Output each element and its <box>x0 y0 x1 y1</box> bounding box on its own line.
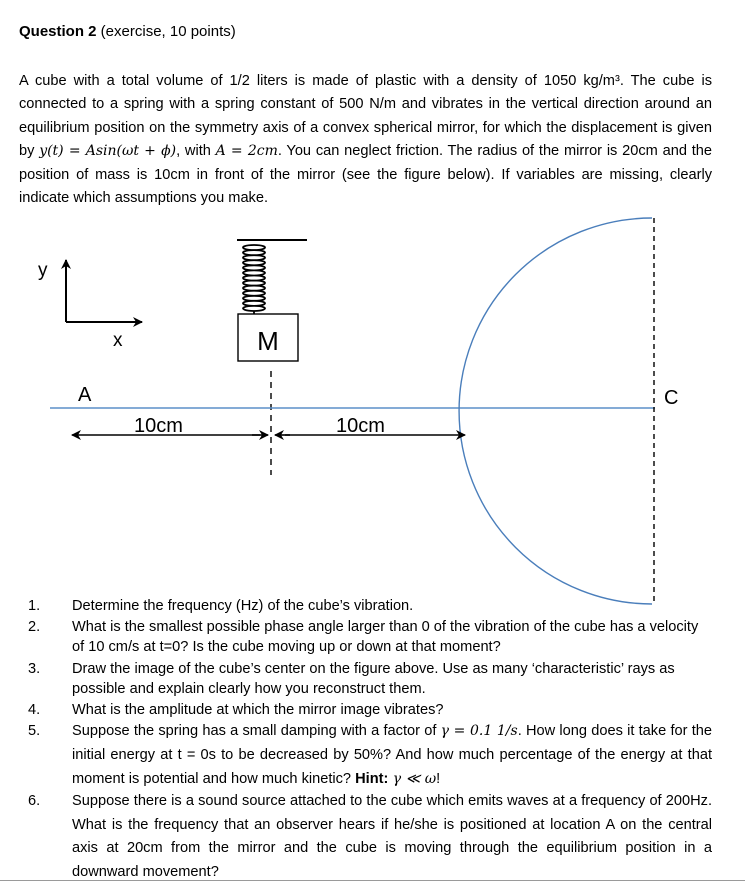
q5-text-c: ! <box>436 771 441 787</box>
question-text-5 <box>72 719 712 791</box>
q5-text-a: Suppose the spring has a small damping with a factor of <box>72 723 441 739</box>
spring <box>237 240 307 314</box>
question-number-1: 1. <box>28 598 41 614</box>
amplitude-equation: A = 2cm <box>215 143 278 160</box>
displacement-equation: y(t) = Asin(ωt + ϕ) <box>39 143 177 160</box>
problem-statement <box>19 70 712 210</box>
damping-equation: γ = 0.1 1/s <box>440 723 518 739</box>
mass-block <box>238 314 298 361</box>
y-axis-label: y <box>38 260 48 281</box>
question-number-2: 2. <box>28 619 41 635</box>
question-heading <box>19 22 236 42</box>
question-number: Question 2 <box>19 23 97 40</box>
dim-right-label: 10cm <box>336 415 385 437</box>
point-c-label: C <box>664 387 679 409</box>
question-number-6: 6. <box>28 793 41 809</box>
question-number-5: 5. <box>28 723 41 739</box>
q5-text-b: . How long does it take for the initial energy at t = 0s to be decreased by 50%? And how much percentage of the energy at that moment is potential and how much kinetic? <box>72 723 712 787</box>
mass-label: M <box>257 326 279 356</box>
question-text-6: Suppose there is a sound source attached to the cube which emits waves at a frequency of 200Hz. What is the frequency that an observer hears if he/she is positioned at location A on the central axis at 20cm from the mirror and the cube is moving through the equilibrium position in a downward movement? <box>72 793 712 880</box>
question-text-4: What is the amplitude at which the mirror image vibrates? <box>72 702 444 718</box>
intro-text-1: A cube with a total volume of 1/2 liters is made of plastic with a density of 1050 kg/m³. The cube is connected to a spring with a spring constant of 500 N/m and vibrates in the vertical direction around an equilibrium position on the symmetry axis of a convex spherical mirror, for which the displacement is given by <box>19 73 712 160</box>
intro-text-3: . You can neglect friction. The radius of the mirror is 20cm and the position of mass is 10cm in front of the mirror (see the figure below). If variables are missing, clearly indicate which assumptions you make. <box>19 143 712 207</box>
page-bottom-rule <box>0 880 745 881</box>
question-number-4: 4. <box>28 702 41 718</box>
coordinate-axes <box>38 260 142 351</box>
hint-label: Hint: <box>355 771 389 787</box>
intro-text-2: , with <box>176 143 216 160</box>
question-number-3: 3. <box>28 661 41 677</box>
question-meta: (exercise, 10 points) <box>96 23 236 40</box>
x-axis-label: x <box>113 330 123 351</box>
dim-left-label: 10cm <box>134 415 183 437</box>
hint-equation: γ ≪ ω <box>388 771 437 787</box>
dimension-right <box>275 415 465 437</box>
question-text-3: Draw the image of the cube’s center on the figure above. Use as many ‘characteristic’ rays as possible and explain clearly how you reconstruct them. <box>72 661 675 697</box>
dimension-left <box>72 415 268 437</box>
point-a-label: A <box>78 384 92 406</box>
question-text-1: Determine the frequency (Hz) of the cube’s vibration. <box>72 598 414 614</box>
question-text-2: What is the smallest possible phase angle larger than 0 of the vibration of the cube has a velocity of 10 cm/s at t=0? Is the cube moving up or down at that moment? <box>72 619 699 655</box>
mirror-spring-figure <box>0 215 745 607</box>
convex-mirror <box>459 218 652 604</box>
